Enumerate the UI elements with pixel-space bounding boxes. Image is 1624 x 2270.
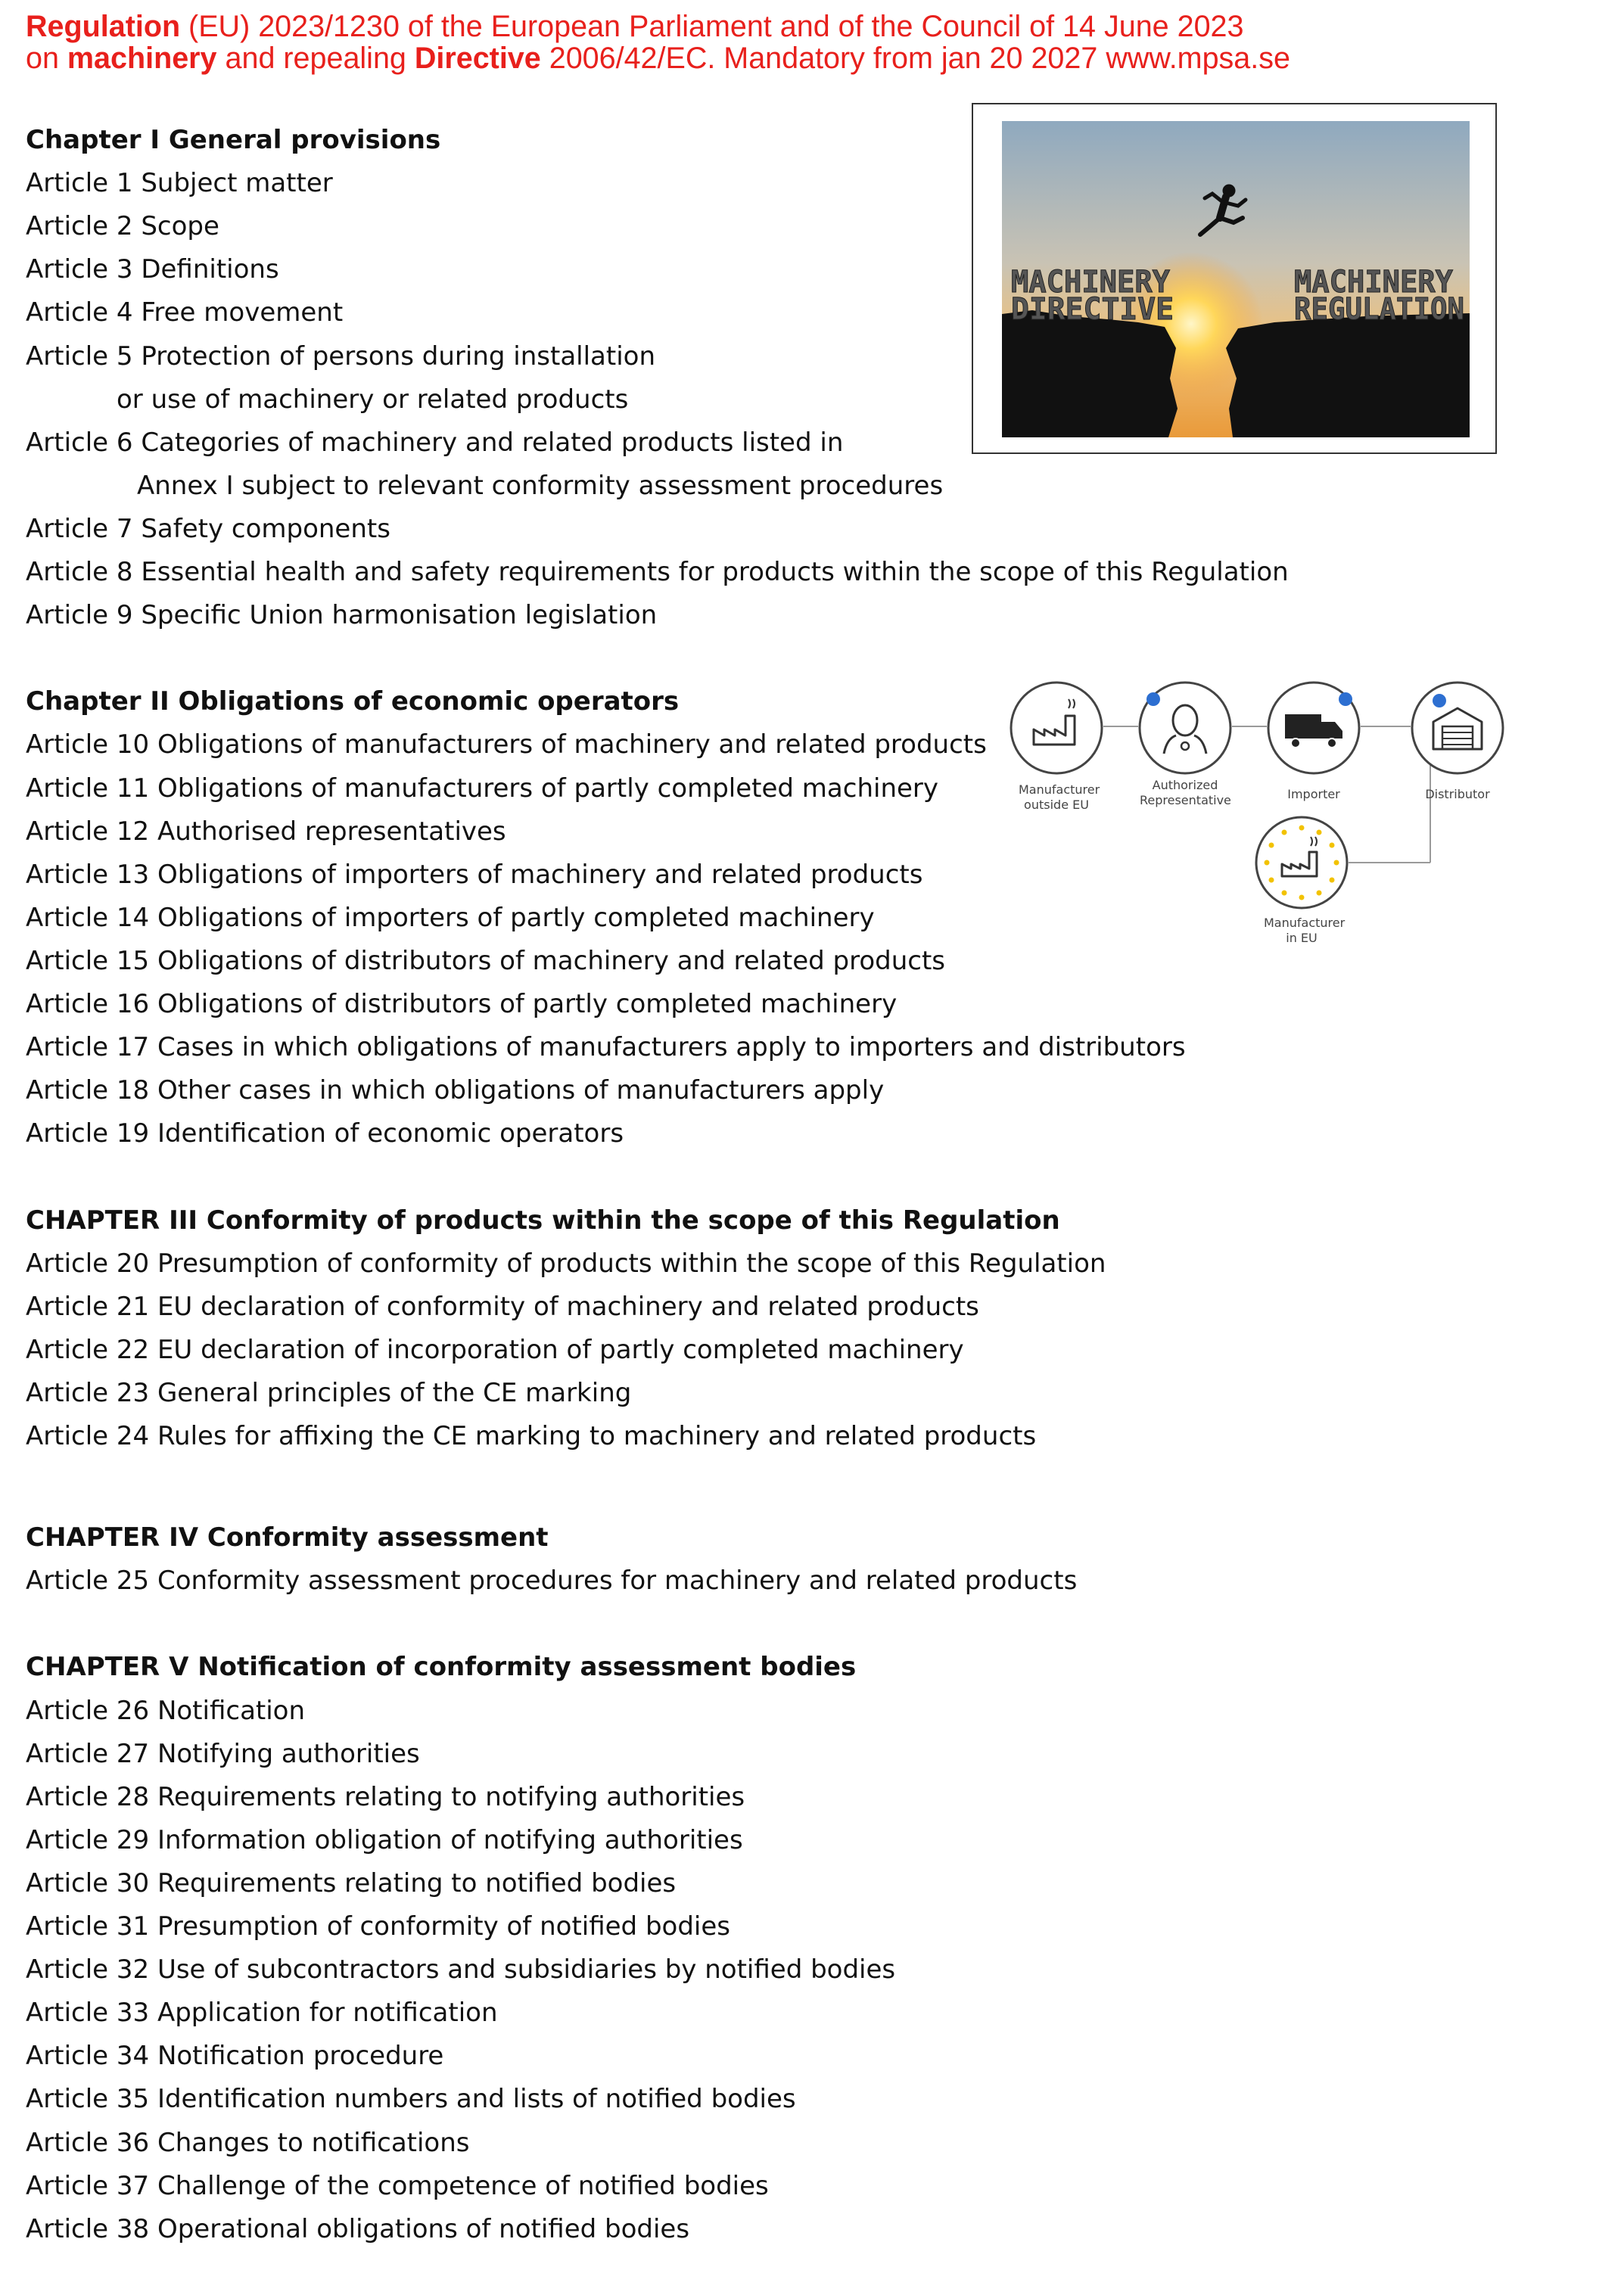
operator-label-manufacturer-in-eu [1264,916,1346,946]
chapter-heading: Chapter II Obligations of economic operators [26,686,680,717]
article-entry: Annex I subject to relevant conformity assessment procedures [137,470,944,501]
article-entry: Article 28 Requirements relating to notifying authorities [26,1781,745,1812]
operator-label-manufacturer-outside-eu [1019,782,1100,813]
directive-label-line-1: MACHINERY [1011,265,1170,300]
chapter-heading: Chapter I General provisions [26,125,441,155]
header-text: on [26,42,67,75]
article-entry: Article 29 Information obligation of notifying authorities [26,1824,743,1855]
person-icon [1137,679,1234,776]
article-entry: Article 27 Notifying authorities [26,1738,420,1769]
article-entry: Article 13 Obligations of importers of machinery and related products [26,859,923,890]
header-line-2 [26,42,1600,74]
article-entry: Article 35 Identification numbers and lists of notified bodies [26,2084,796,2115]
article-entry: Article 34 Notification procedure [26,2041,444,2072]
directive-label-line-2: DIRECTIVE [1011,292,1174,327]
article-entry: Article 25 Conformity assessment procedures for machinery and related products [26,1566,1078,1597]
article-entry: Article 12 Authorised representatives [26,816,506,847]
label-line: Representative [1140,793,1231,807]
header-bold-regulation: Regulation [26,10,181,43]
article-entry: Article 23 General principles of the CE marking [26,1377,632,1408]
article-entry: Article 11 Obligations of manufacturers of partly completed machinery [26,773,939,804]
article-entry: Article 38 Operational obligations of notified bodies [26,2213,690,2244]
chapter-heading: CHAPTER III Conformity of products within the scope of this Regulation [26,1205,1060,1236]
article-entry: Article 16 Obligations of distributors of partly completed machinery [26,989,898,1019]
article-entry: Article 26 Notification [26,1695,306,1726]
factory-icon [1008,679,1105,776]
regulation-label-line-1: MACHINERY [1294,265,1453,300]
article-entry: Article 22 EU declaration of incorporation of partly completed machinery [26,1334,964,1365]
article-entry: Article 32 Use of subcontractors and subsidiaries by notified bodies [26,1954,896,1985]
header-line-1 [26,11,1600,42]
article-entry: Article 37 Challenge of the competence of notified bodies [26,2170,769,2201]
document-header [26,11,1600,74]
operator-label-distributor [1420,787,1495,802]
article-entry: Article 31 Presumption of conformity of notified bodies [26,1911,730,1942]
article-entry: Article 14 Obligations of importers of partly completed machinery [26,902,875,933]
operator-label-authorized-representative [1140,778,1230,808]
article-entry: Article 15 Obligations of distributors of machinery and related products [26,945,946,976]
article-entry: Article 7 Safety components [26,513,390,544]
operator-label-importer [1276,787,1352,802]
article-entry: Article 10 Obligations of manufacturers of machinery and related products [26,729,987,760]
article-entry: Article 17 Cases in which obligations of manufacturers apply to importers and distributors [26,1032,1186,1063]
article-entry: Article 18 Other cases in which obligations of manufacturers apply [26,1075,885,1106]
article-entry: Article 19 Identification of economic operators [26,1118,624,1149]
article-entry: Article 20 Presumption of conformity of products within the scope of this Regulation [26,1248,1106,1279]
article-entry: Article 4 Free movement [26,297,344,328]
label-line: Importer [1287,787,1340,801]
label-line: Manufacturer [1264,916,1346,930]
cliff-jump-illustration [1002,121,1470,437]
article-entry: Article 9 Specific Union harmonisation legislation [26,600,658,631]
article-entry: Article 24 Rules for affixing the CE marking to machinery and related products [26,1421,1037,1451]
label-line: in EU [1286,931,1318,945]
label-line: outside EU [1024,798,1089,812]
factory-eu-icon [1253,814,1350,911]
header-bold-machinery: machinery [67,42,217,75]
warehouse-icon [1409,679,1506,776]
article-entry: Article 21 EU declaration of conformity of machinery and related products [26,1291,979,1322]
article-entry: Article 1 Subject matter [26,168,333,199]
economic-operators-diagram [1006,666,1597,969]
article-entry: Article 3 Definitions [26,254,279,285]
label-line: Authorized [1152,778,1218,792]
header-text: 2006/42/EC. Mandatory from jan 20 2027 www.mpsa.se [540,42,1290,75]
article-entry: Article 36 Changes to notifications [26,2127,470,2158]
article-entry: Article 6 Categories of machinery and related products listed in [26,427,844,458]
chapter-heading: CHAPTER IV Conformity assessment [26,1522,549,1553]
article-entry: Article 30 Requirements relating to notified bodies [26,1867,677,1898]
chapter-heading: CHAPTER V Notification of conformity assessment bodies [26,1652,857,1683]
truck-icon [1265,679,1362,776]
article-entry: Article 33 Application for notification [26,1998,498,2029]
directive-to-regulation-image [972,103,1497,454]
header-text: (EU) 2023/1230 of the European Parliament and of the Council of 14 June 2023 [180,10,1244,43]
article-entry: Article 5 Protection of persons during installation [26,340,656,372]
label-line: Distributor [1425,787,1490,801]
regulation-label-line-2: REGULATION [1294,292,1464,327]
article-entry: or use of machinery or related products [117,384,629,415]
article-entry: Article 2 Scope [26,211,219,242]
header-bold-directive: Directive [414,42,541,75]
label-line: Manufacturer [1019,782,1100,797]
header-text: and repealing [216,42,415,75]
article-entry: Article 8 Essential health and safety requirements for products within the scope of this Regulation [26,557,1289,587]
